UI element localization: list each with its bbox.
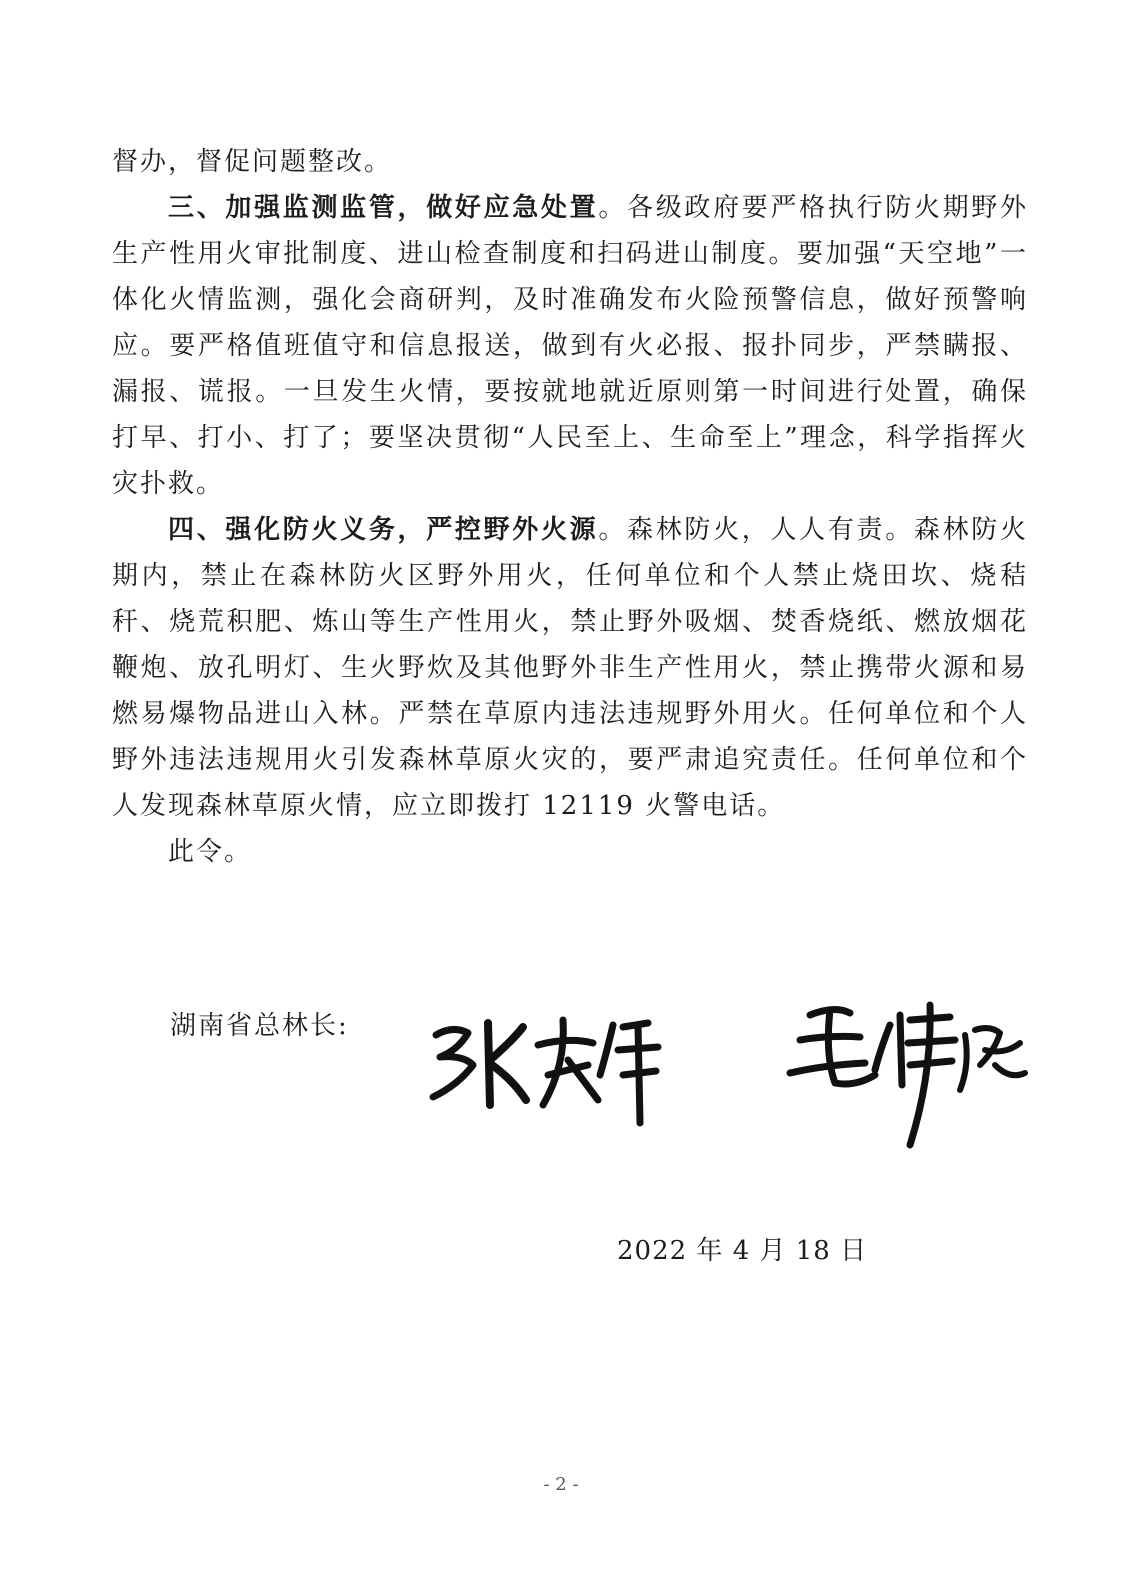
section-3-text: 。各级政府要严格执行防火期野外生产性用火审批制度、进山检查制度和扫码进山制度。要加强“天空地”一体化火情监测，强化会商研判，及时准确发布火险预警信息，做好预警响应。要严格值班值守和信息报送，做到有火必报、报扑同步，严禁瞒报、漏报、谎报。一旦发生火情，要按就地就近原则第一时间进行处置，确保打早、打小、打了；要坚决贯彻“人民至上、生命至上”理念，科学指挥火灾扑救。	[112, 193, 1028, 499]
handwritten-signature-1	[418, 1005, 668, 1135]
handwritten-signature-2	[780, 995, 1030, 1155]
signoff-label: 湖南省总林长:	[170, 1011, 349, 1041]
document-date: 2022 年 4 月 18 日	[617, 1236, 868, 1266]
page-number: - 2 -	[543, 1474, 579, 1495]
section-4-paragraph	[112, 507, 1028, 829]
section-4-heading: 四、强化防火义务，严控野外火源	[168, 515, 599, 545]
section-3-paragraph	[112, 185, 1028, 507]
section-3-heading: 三、加强监测监管，做好应急处置	[168, 193, 599, 223]
section-4-text: 。森林防火，人人有责。森林防火期内，禁止在森林防火区野外用火，任何单位和个人禁止烧田坎、烧秸秆、烧荒积肥、炼山等生产性用火，禁止野外吸烟、焚香烧纸、燃放烟花鞭炮、放孔明灯、生火野炊及其他野外非生产性用火，禁止携带火源和易燃易爆物品进山入林。严禁在草原内违法违规野外用火。任何单位和个人野外违法违规用火引发森林草原火灾的，要严肃追究责任。任何单位和个人发现森林草原火情，应立即拨打 12119 火警电话。	[112, 515, 1028, 821]
closing-line: 此令。	[168, 837, 253, 867]
continuation-paragraph: 督办，督促问题整改。	[112, 147, 393, 177]
document-body	[112, 139, 1028, 875]
